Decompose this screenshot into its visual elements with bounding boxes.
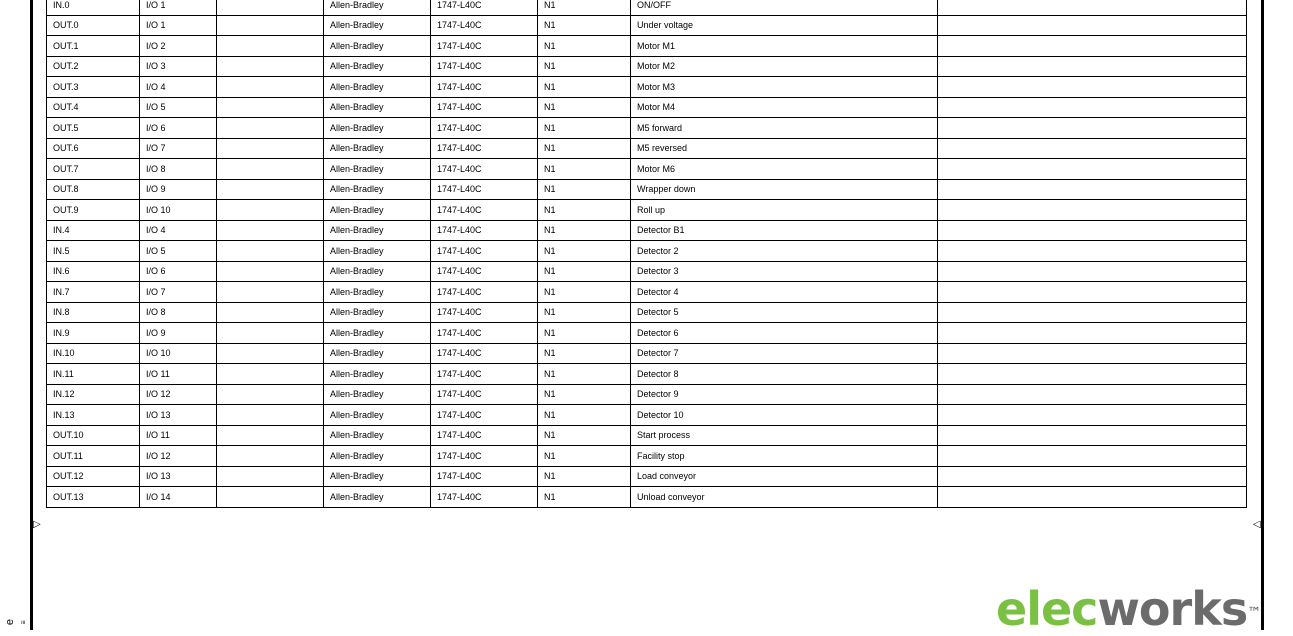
io-channel-cell: I/O 13 [140,405,217,426]
description-cell: Facility stop [631,446,938,467]
node-cell: N1 [538,0,631,15]
io-channel-cell: I/O 9 [140,323,217,344]
node-cell: N1 [538,405,631,426]
io-tag-cell: OUT.6 [47,138,140,159]
notes-cell [938,0,1247,15]
notes-cell [938,261,1247,282]
notes-cell [938,364,1247,385]
logo-elec: elec [996,582,1098,636]
notes-cell [938,405,1247,426]
reference-cell: 1747-L40C [431,36,538,57]
manufacturer-cell: Allen-Bradley [324,487,431,508]
empty-cell [217,56,324,77]
manufacturer-cell: Allen-Bradley [324,384,431,405]
manufacturer-cell: Allen-Bradley [324,364,431,385]
io-channel-cell: I/O 2 [140,36,217,57]
description-cell: Load conveyor [631,466,938,487]
io-channel-cell: I/O 7 [140,138,217,159]
drawing-frame-left [30,0,33,630]
table-row [47,425,1247,446]
reference-cell: 1747-L40C [431,261,538,282]
notes-cell [938,384,1247,405]
logo-trademark: ™ [1247,605,1262,621]
manufacturer-cell: Allen-Bradley [324,36,431,57]
notes-cell [938,282,1247,303]
description-cell: M5 forward [631,118,938,139]
io-tag-cell: OUT.7 [47,159,140,180]
empty-cell [217,200,324,221]
notes-cell [938,343,1247,364]
empty-cell [217,425,324,446]
title-block-fragment: e [4,618,17,626]
table-row [47,384,1247,405]
zone-marker-left: ▷ [33,519,41,530]
notes-cell [938,97,1247,118]
manufacturer-cell: Allen-Bradley [324,138,431,159]
description-cell: Detector 7 [631,343,938,364]
io-tag-cell: OUT.1 [47,36,140,57]
io-channel-cell: I/O 11 [140,425,217,446]
description-cell: Motor M6 [631,159,938,180]
table-row [47,343,1247,364]
node-cell: N1 [538,200,631,221]
description-cell: Detector 3 [631,261,938,282]
logo-works: works [1097,582,1248,636]
node-cell: N1 [538,138,631,159]
io-channel-cell: I/O 1 [140,0,217,15]
io-tag-cell: IN.7 [47,282,140,303]
io-tag-cell: OUT.5 [47,118,140,139]
notes-cell [938,323,1247,344]
manufacturer-cell: Allen-Bradley [324,261,431,282]
io-channel-cell: I/O 8 [140,159,217,180]
reference-cell: 1747-L40C [431,56,538,77]
empty-cell [217,405,324,426]
table-row [47,220,1247,241]
table-row [47,77,1247,98]
io-tag-cell: IN.13 [47,405,140,426]
description-cell: Roll up [631,200,938,221]
node-cell: N1 [538,220,631,241]
empty-cell [217,261,324,282]
reference-cell: 1747-L40C [431,282,538,303]
notes-cell [938,302,1247,323]
node-cell: N1 [538,323,631,344]
description-cell: Detector 9 [631,384,938,405]
io-channel-cell: I/O 6 [140,118,217,139]
table-row [47,261,1247,282]
reference-cell: 1747-L40C [431,179,538,200]
io-channel-cell: I/O 10 [140,200,217,221]
description-cell: Detector B1 [631,220,938,241]
manufacturer-cell: Allen-Bradley [324,15,431,36]
notes-cell [938,56,1247,77]
io-channel-cell: I/O 10 [140,343,217,364]
manufacturer-cell: Allen-Bradley [324,220,431,241]
io-assignment-table [46,0,1247,508]
empty-cell [217,138,324,159]
notes-cell [938,425,1247,446]
table-row [47,200,1247,221]
node-cell: N1 [538,282,631,303]
manufacturer-cell: Allen-Bradley [324,159,431,180]
table-row [47,282,1247,303]
manufacturer-cell: Allen-Bradley [324,323,431,344]
node-cell: N1 [538,487,631,508]
notes-cell [938,466,1247,487]
table-row [47,446,1247,467]
io-channel-cell: I/O 12 [140,446,217,467]
notes-cell [938,15,1247,36]
io-channel-cell: I/O 5 [140,241,217,262]
reference-cell: 1747-L40C [431,220,538,241]
io-channel-cell: I/O 7 [140,282,217,303]
reference-cell: 1747-L40C [431,97,538,118]
empty-cell [217,36,324,57]
io-channel-cell: I/O 4 [140,220,217,241]
io-tag-cell: OUT.4 [47,97,140,118]
description-cell: Detector 4 [631,282,938,303]
table-row [47,241,1247,262]
empty-cell [217,384,324,405]
node-cell: N1 [538,446,631,467]
io-tag-cell: OUT.12 [47,466,140,487]
empty-cell [217,77,324,98]
manufacturer-cell: Allen-Bradley [324,302,431,323]
io-channel-cell: I/O 1 [140,15,217,36]
description-cell: ON/OFF [631,0,938,15]
io-channel-cell: I/O 13 [140,466,217,487]
empty-cell [217,364,324,385]
node-cell: N1 [538,159,631,180]
manufacturer-cell: Allen-Bradley [324,405,431,426]
reference-cell: 1747-L40C [431,241,538,262]
manufacturer-cell: Allen-Bradley [324,425,431,446]
empty-cell [217,343,324,364]
manufacturer-cell: Allen-Bradley [324,56,431,77]
description-cell: Detector 2 [631,241,938,262]
description-cell: Detector 10 [631,405,938,426]
reference-cell: 1747-L40C [431,466,538,487]
manufacturer-cell: Allen-Bradley [324,77,431,98]
reference-cell: 1747-L40C [431,425,538,446]
node-cell: N1 [538,364,631,385]
table-row [47,15,1247,36]
description-cell: Detector 5 [631,302,938,323]
empty-cell [217,0,324,15]
reference-cell: 1747-L40C [431,323,538,344]
description-cell: Start process [631,425,938,446]
io-channel-cell: I/O 4 [140,77,217,98]
description-cell: Motor M2 [631,56,938,77]
table-row [47,323,1247,344]
empty-cell [217,282,324,303]
description-cell: Motor M4 [631,97,938,118]
reference-cell: 1747-L40C [431,0,538,15]
io-tag-cell: IN.0 [47,0,140,15]
empty-cell [217,446,324,467]
manufacturer-cell: Allen-Bradley [324,466,431,487]
node-cell: N1 [538,302,631,323]
io-tag-cell: OUT.9 [47,200,140,221]
io-channel-cell: I/O 12 [140,384,217,405]
table-row [47,0,1247,15]
io-tag-cell: IN.8 [47,302,140,323]
io-tag-cell: OUT.13 [47,487,140,508]
description-cell: Detector 8 [631,364,938,385]
description-cell: Unload conveyor [631,487,938,508]
table-row [47,487,1247,508]
manufacturer-cell: Allen-Bradley [324,241,431,262]
io-tag-cell: IN.6 [47,261,140,282]
node-cell: N1 [538,241,631,262]
empty-cell [217,179,324,200]
io-tag-cell: OUT.8 [47,179,140,200]
notes-cell [938,179,1247,200]
description-cell: M5 reversed [631,138,938,159]
notes-cell [938,159,1247,180]
node-cell: N1 [538,56,631,77]
notes-cell [938,446,1247,467]
notes-cell [938,220,1247,241]
table-row [47,466,1247,487]
io-tag-cell: IN.9 [47,323,140,344]
node-cell: N1 [538,384,631,405]
manufacturer-cell: Allen-Bradley [324,200,431,221]
empty-cell [217,323,324,344]
empty-cell [217,97,324,118]
table-row [47,179,1247,200]
reference-cell: 1747-L40C [431,384,538,405]
reference-cell: 1747-L40C [431,15,538,36]
manufacturer-cell: Allen-Bradley [324,446,431,467]
reference-cell: 1747-L40C [431,77,538,98]
table-row [47,118,1247,139]
manufacturer-cell: Allen-Bradley [324,179,431,200]
node-cell: N1 [538,425,631,446]
reference-cell: 1747-L40C [431,364,538,385]
table-row [47,36,1247,57]
table-row [47,302,1247,323]
io-channel-cell: I/O 3 [140,56,217,77]
empty-cell [217,118,324,139]
io-channel-cell: I/O 6 [140,261,217,282]
io-channel-cell: I/O 5 [140,97,217,118]
reference-cell: 1747-L40C [431,118,538,139]
description-cell: Motor M1 [631,36,938,57]
table-row [47,405,1247,426]
empty-cell [217,159,324,180]
io-tag-cell: IN.12 [47,384,140,405]
manufacturer-cell: Allen-Bradley [324,343,431,364]
notes-cell [938,77,1247,98]
io-tag-cell: OUT.2 [47,56,140,77]
table-row [47,56,1247,77]
zone-marker-right: ◁ [1253,519,1261,530]
reference-cell: 1747-L40C [431,343,538,364]
manufacturer-cell: Allen-Bradley [324,97,431,118]
node-cell: N1 [538,261,631,282]
node-cell: N1 [538,466,631,487]
io-channel-cell: I/O 9 [140,179,217,200]
reference-cell: 1747-L40C [431,159,538,180]
node-cell: N1 [538,118,631,139]
manufacturer-cell: Allen-Bradley [324,0,431,15]
io-tag-cell: IN.10 [47,343,140,364]
empty-cell [217,241,324,262]
notes-cell [938,241,1247,262]
description-cell: Motor M3 [631,77,938,98]
elecworks-logo [996,582,1262,636]
notes-cell [938,200,1247,221]
io-channel-cell: I/O 14 [140,487,217,508]
description-cell: Detector 6 [631,323,938,344]
table-row [47,138,1247,159]
io-tag-cell: IN.4 [47,220,140,241]
io-tag-cell: IN.5 [47,241,140,262]
notes-cell [938,118,1247,139]
manufacturer-cell: Allen-Bradley [324,118,431,139]
io-tag-cell: OUT.0 [47,15,140,36]
io-tag-cell: OUT.10 [47,425,140,446]
io-channel-cell: I/O 8 [140,302,217,323]
notes-cell [938,36,1247,57]
empty-cell [217,466,324,487]
io-tag-cell: OUT.3 [47,77,140,98]
empty-cell [217,15,324,36]
node-cell: N1 [538,36,631,57]
empty-cell [217,302,324,323]
notes-cell [938,487,1247,508]
table-row [47,97,1247,118]
reference-cell: 1747-L40C [431,302,538,323]
table-row [47,159,1247,180]
drawing-frame-right [1261,0,1264,630]
node-cell: N1 [538,77,631,98]
manufacturer-cell: Allen-Bradley [324,282,431,303]
description-cell: Under voltage [631,15,938,36]
reference-cell: 1747-L40C [431,405,538,426]
empty-cell [217,487,324,508]
node-cell: N1 [538,97,631,118]
node-cell: N1 [538,15,631,36]
node-cell: N1 [538,179,631,200]
reference-cell: 1747-L40C [431,200,538,221]
io-tag-cell: IN.11 [47,364,140,385]
notes-cell [938,138,1247,159]
reference-cell: 1747-L40C [431,487,538,508]
title-block-fragment-small: ≡ [20,620,28,625]
table-row [47,364,1247,385]
reference-cell: 1747-L40C [431,138,538,159]
io-tag-cell: OUT.11 [47,446,140,467]
io-table-body [47,0,1247,507]
reference-cell: 1747-L40C [431,446,538,467]
node-cell: N1 [538,343,631,364]
empty-cell [217,220,324,241]
description-cell: Wrapper down [631,179,938,200]
io-channel-cell: I/O 11 [140,364,217,385]
